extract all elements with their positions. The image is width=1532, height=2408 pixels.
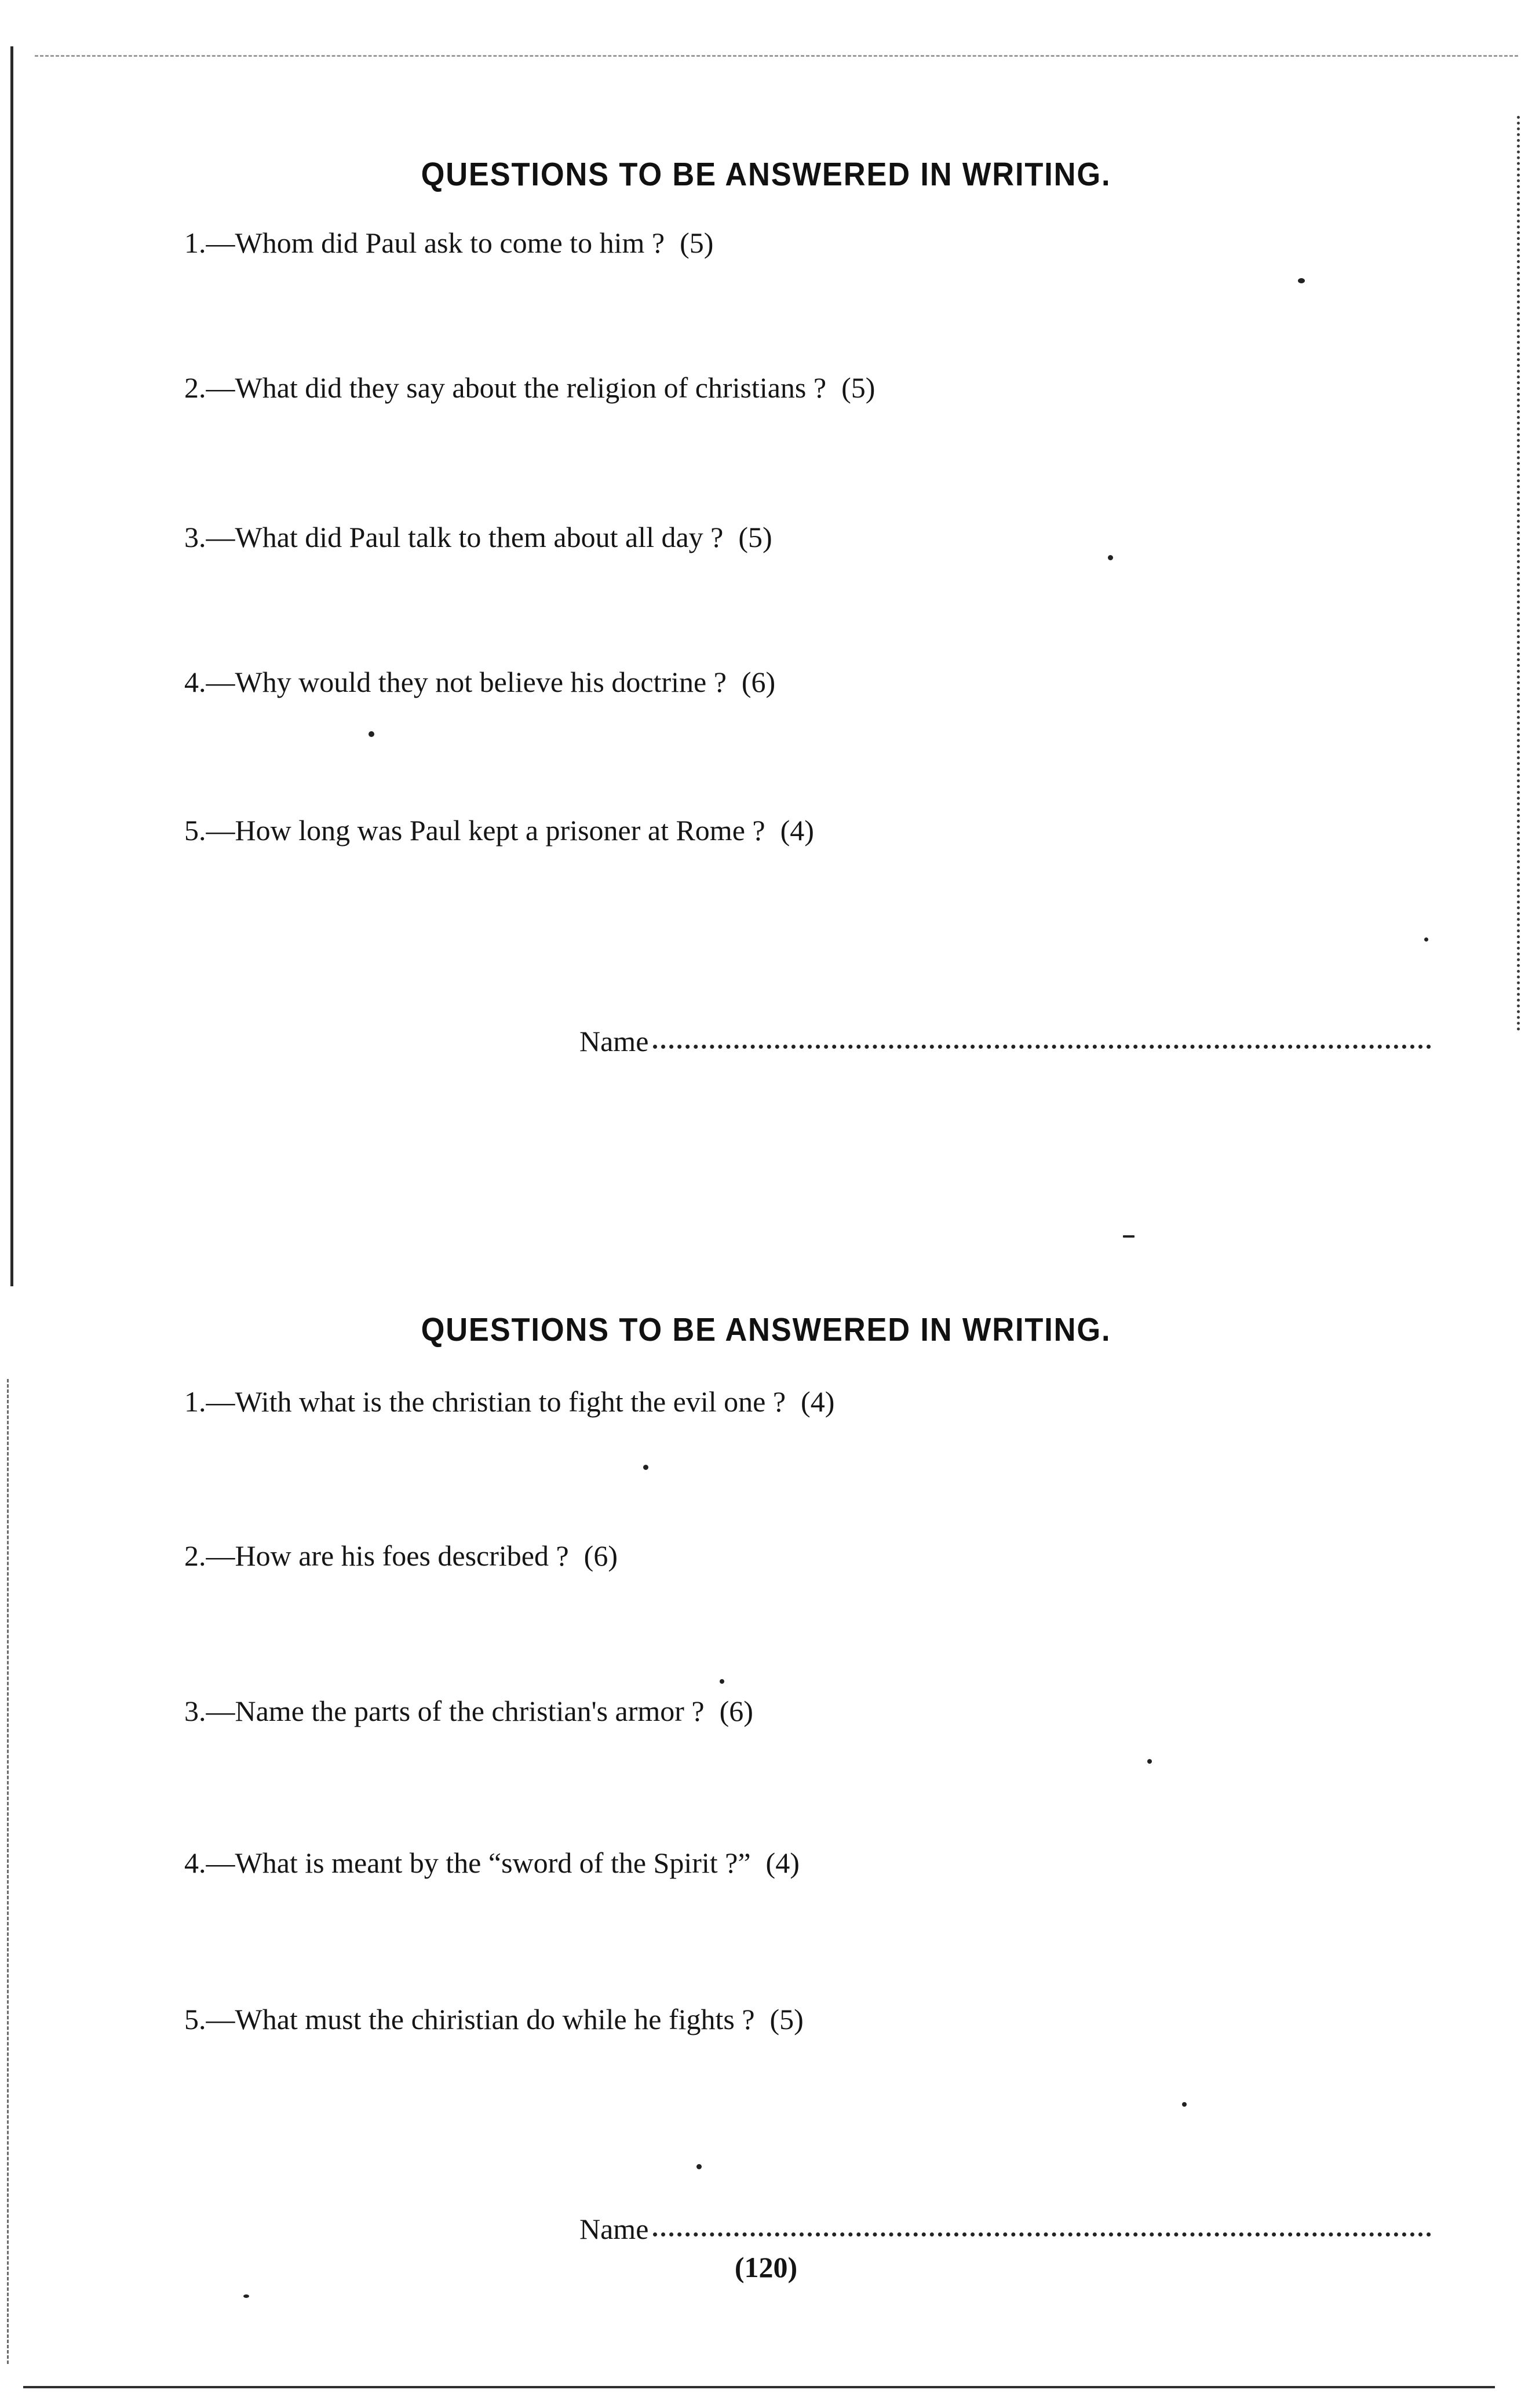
scan-speck — [1424, 937, 1428, 942]
scan-speck — [243, 2294, 249, 2298]
scan-speck — [369, 731, 374, 737]
question-1 — [184, 226, 713, 260]
scan-edge-left — [10, 46, 13, 1286]
question-number: 2. — [184, 1539, 206, 1572]
question-5 — [184, 2002, 804, 2036]
question-marks: (5) — [769, 2003, 804, 2035]
question-marks: (4) — [780, 814, 814, 847]
question-marks: (6) — [583, 1539, 618, 1572]
question-dash: — — [206, 1847, 235, 1879]
question-text: What must the chiristian do while he fights ? — [235, 2003, 755, 2035]
scan-speck — [1298, 278, 1305, 283]
scan-speck — [1108, 555, 1113, 560]
scan-speck — [643, 1465, 648, 1470]
question-text: With what is the christian to fight the evil one ? — [235, 1385, 786, 1418]
question-number: 4. — [184, 1847, 206, 1879]
name-label: Name — [579, 2213, 649, 2245]
question-dash: — — [206, 1539, 235, 1572]
question-text: Why would they not believe his doctrine ? — [235, 666, 727, 698]
question-marks: (6) — [741, 666, 776, 698]
question-marks: (5) — [738, 521, 772, 553]
question-dash: — — [206, 1385, 235, 1418]
question-text: What is meant by the “sword of the Spirit ?” — [235, 1847, 751, 1879]
scan-speck — [720, 1679, 724, 1684]
section-heading: QUESTIONS TO BE ANSWERED IN WRITING. — [421, 1311, 1111, 1348]
question-number: 5. — [184, 814, 206, 847]
question-number: 5. — [184, 2003, 206, 2035]
question-text: How long was Paul kept a prisoner at Rome ? — [235, 814, 765, 847]
name-dotted-line — [653, 1045, 1431, 1049]
question-number: 1. — [184, 1385, 206, 1418]
question-text: How are his foes described ? — [235, 1539, 569, 1572]
question-dash: — — [206, 666, 235, 698]
question-number: 1. — [184, 227, 206, 259]
question-text: What did they say about the religion of christians ? — [235, 371, 827, 404]
question-5 — [184, 813, 814, 847]
question-dash: — — [206, 227, 235, 259]
question-dash: — — [206, 371, 235, 404]
question-number: 3. — [184, 1695, 206, 1727]
question-number: 2. — [184, 371, 206, 404]
name-dotted-line — [653, 2232, 1431, 2236]
scan-edge-right — [1517, 116, 1520, 1031]
question-2 — [184, 371, 875, 404]
question-number: 4. — [184, 666, 206, 698]
question-dash: — — [206, 2003, 235, 2035]
question-marks: (5) — [680, 227, 714, 259]
question-3 — [184, 1694, 753, 1728]
question-4 — [184, 1846, 800, 1880]
question-text: Whom did Paul ask to come to him ? — [235, 227, 665, 259]
question-dash: — — [206, 814, 235, 847]
question-marks: (6) — [719, 1695, 753, 1727]
scan-speck — [696, 2164, 702, 2169]
question-4 — [184, 665, 775, 699]
question-marks: (4) — [765, 1847, 800, 1879]
scan-edge-left-lower — [7, 1379, 9, 2364]
question-marks: (4) — [801, 1385, 835, 1418]
question-3 — [184, 520, 772, 554]
question-text: What did Paul talk to them about all day ? — [235, 521, 724, 553]
question-number: 3. — [184, 521, 206, 553]
question-marks: (5) — [841, 371, 876, 404]
scan-speck — [1147, 1759, 1152, 1764]
page-number: (120) — [734, 2251, 798, 2283]
scan-speck — [1182, 2102, 1187, 2107]
question-1 — [184, 1385, 834, 1418]
scan-edge-top — [35, 55, 1518, 57]
name-field[interactable] — [579, 1024, 1431, 1058]
name-label: Name — [579, 1025, 649, 1057]
name-field[interactable] — [579, 2212, 1431, 2246]
question-dash: — — [206, 1695, 235, 1727]
scan-edge-bottom — [23, 2386, 1495, 2388]
question-2 — [184, 1539, 618, 1573]
section-heading: QUESTIONS TO BE ANSWERED IN WRITING. — [421, 156, 1111, 193]
scan-speck — [1123, 1235, 1135, 1238]
question-text: Name the parts of the christian's armor ? — [235, 1695, 705, 1727]
question-dash: — — [206, 521, 235, 553]
